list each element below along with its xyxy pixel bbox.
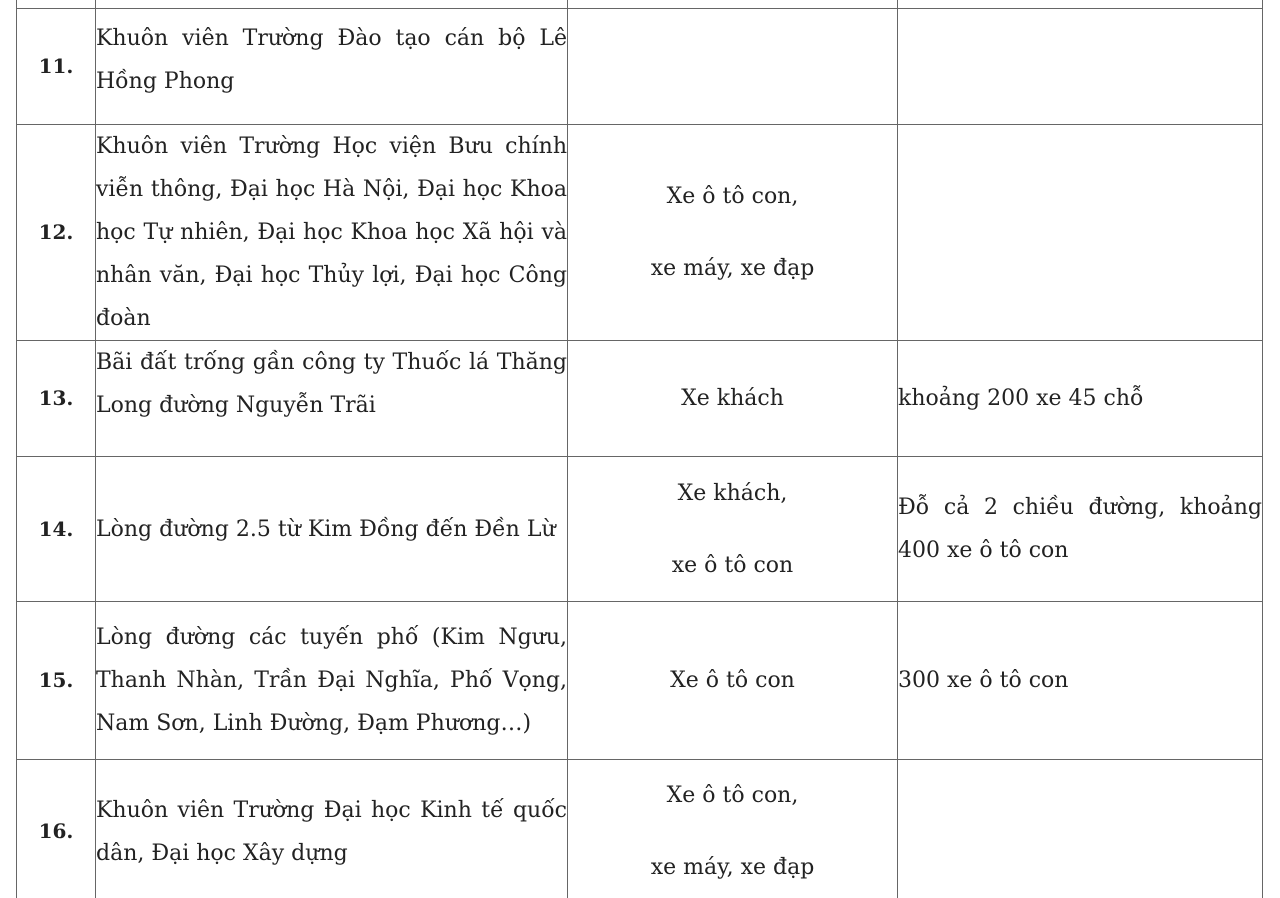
vehicle-type-cell [568, 9, 898, 125]
location-cell: Khuôn viên Trường Đại học Kinh tế quốc dân, Đại học Xây dựng [96, 760, 568, 898]
capacity-cell [898, 125, 1263, 341]
row-number: 11. [17, 9, 96, 125]
vehicle-type-cell [568, 602, 898, 760]
vehicle-type-cell [568, 457, 898, 602]
row-number: 13. [17, 341, 96, 457]
table-row [17, 457, 1263, 602]
table-row [17, 125, 1263, 341]
vehicle-type-line: xe máy, xe đạp [650, 256, 815, 281]
table-row-partial-top [17, 0, 1263, 9]
location-text: Khuôn viên Trường Đào tạo cán bộ Lê Hồng Phong [96, 26, 567, 94]
row-number: 12. [17, 125, 96, 341]
table-row [17, 602, 1263, 760]
row-number: 16. [17, 760, 96, 898]
vehicle-type-line: Xe ô tô con, [666, 783, 799, 808]
table-row [17, 760, 1263, 898]
parking-locations-table [16, 0, 1263, 898]
vehicle-type-line: Xe khách [681, 386, 784, 411]
location-cell [96, 125, 568, 341]
vehicle-type-cell [568, 125, 898, 341]
location-cell: Lòng đường 2.5 từ Kim Đồng đến Đền Lừ [96, 457, 568, 602]
row-number: 14. [17, 457, 96, 602]
vehicle-type-line: Xe khách, [677, 480, 788, 506]
capacity-cell [898, 760, 1263, 898]
parking-table-container [16, 0, 1262, 898]
location-cell [96, 9, 568, 125]
capacity-cell: Đỗ cả 2 chiều đường, khoảng 400 xe ô tô con [898, 457, 1263, 602]
location-text: Khuôn viên Trường Học viện Bưu chính viễn thông, Đại học Hà Nội, Đại học Khoa học Tự nhiên, Đại học Khoa học Xã hội và nhân văn, Đại học Thủy lợi, Đại học Công đoàn [96, 134, 567, 331]
location-cell: Lòng đường các tuyến phố (Kim Ngưu, Thanh Nhàn, Trần Đại Nghĩa, Phố Vọng, Nam Sơn, Linh Đường, Đạm Phương…) [96, 602, 568, 760]
vehicle-type-cell [568, 760, 898, 898]
capacity-cell: khoảng 200 xe 45 chỗ [898, 341, 1263, 457]
row-number: 15. [17, 602, 96, 760]
vehicle-type-line: xe máy, xe đạp [650, 855, 815, 880]
location-cell [96, 341, 568, 457]
capacity-cell [898, 9, 1263, 125]
vehicle-type-line: xe ô tô con [671, 552, 794, 578]
vehicle-type-line: Xe ô tô con [670, 668, 795, 693]
vehicle-type-line: Xe ô tô con, [666, 184, 799, 209]
table-row [17, 9, 1263, 125]
location-text: Bãi đất trống gần công ty Thuốc lá Thăng Long đường Nguyễn Trãi [96, 350, 567, 418]
table-row [17, 341, 1263, 457]
vehicle-type-cell [568, 341, 898, 457]
capacity-cell: 300 xe ô tô con [898, 602, 1263, 760]
